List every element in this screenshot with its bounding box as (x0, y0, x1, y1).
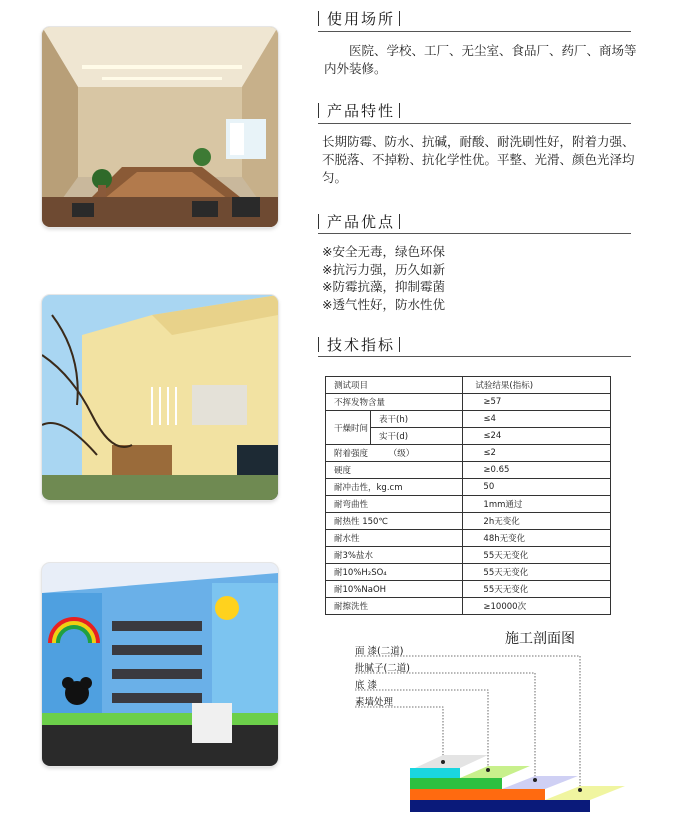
row-item: 耐弯曲性 (326, 496, 463, 513)
layer-navy (410, 800, 590, 812)
advantage-item: ※安全无毒，绿色环保 (322, 244, 445, 259)
table-header-row (326, 377, 611, 394)
layer-cyan (410, 768, 460, 778)
advantages-title-text: 产品优点 (327, 213, 396, 231)
building-exterior-photo (42, 295, 278, 500)
row-value: 55天无变化 (463, 581, 611, 598)
table-row (326, 462, 611, 479)
specs-rule (318, 356, 631, 357)
conference-room-photo (42, 27, 278, 227)
row-value: ≥57 (463, 394, 611, 411)
row-value: 48h无变化 (463, 530, 611, 547)
row-value: 2h无变化 (463, 513, 611, 530)
title-bar-right (399, 214, 400, 229)
row-item-text: 附着强度 (334, 449, 369, 459)
usage-title (318, 8, 400, 29)
row-item: 不挥发物含量 (326, 394, 463, 411)
usage-text: 医院、学校、工厂、无尘室、食品厂、药厂、商场等内外装修。 (324, 43, 637, 76)
layer-green (410, 778, 502, 789)
features-rule (318, 123, 631, 124)
advantages-title (318, 211, 400, 232)
title-bar-right (399, 103, 400, 118)
spec-table (325, 376, 611, 615)
usage-rule (318, 31, 631, 32)
row-item (326, 445, 463, 462)
table-row (326, 445, 611, 462)
advantage-item: ※透气性好，防水性优 (322, 296, 445, 312)
title-bar-left (318, 214, 319, 229)
table-row (326, 513, 611, 530)
row-value: ≥10000次 (463, 598, 611, 615)
row-value: ≥0.65 (463, 462, 611, 479)
layer-orange (410, 789, 545, 800)
diagram-title: 施工剖面图 (505, 631, 575, 647)
table-row (326, 530, 611, 547)
layer-label-primer: 底 漆 (355, 680, 378, 691)
table-row (326, 581, 611, 598)
table-row (326, 411, 611, 428)
specs-title-text: 技术指标 (327, 336, 396, 354)
row-sub: 表干(h) (371, 411, 463, 428)
title-bar-left (318, 337, 319, 352)
specs-title (318, 334, 400, 355)
advantages-rule (318, 233, 631, 234)
title-bar-right (399, 11, 400, 26)
row-value: ≤4 (463, 411, 611, 428)
header-item: 测试项目 (326, 377, 463, 394)
row-item: 耐10%H₂SO₄ (326, 564, 463, 581)
kindergarten-mural-photo (42, 563, 278, 766)
row-value: 55天无变化 (463, 564, 611, 581)
header-result: 试验结果(指标) (463, 377, 611, 394)
row-item: 耐冲击性，kg.cm (326, 479, 463, 496)
table-row (326, 394, 611, 411)
row-item: 耐水性 (326, 530, 463, 547)
row-value: 55天无变化 (463, 547, 611, 564)
advantages-list (322, 243, 445, 313)
row-value: 1mm通过 (463, 496, 611, 513)
title-bar-right (399, 337, 400, 352)
row-item: 耐10%NaOH (326, 581, 463, 598)
features-title-text: 产品特性 (327, 102, 396, 120)
table-row (326, 479, 611, 496)
cross-section-diagram (330, 628, 660, 813)
title-bar-left (318, 103, 319, 118)
usage-title-text: 使用场所 (327, 10, 396, 28)
row-item: 耐擦洗性 (326, 598, 463, 615)
layer-label-topcoat: 面 漆(二道) (355, 646, 404, 657)
row-item: 硬度 (326, 462, 463, 479)
advantage-item: ※防霉抗藻，抑制霉菌 (322, 279, 445, 294)
row-value: ≤24 (463, 428, 611, 445)
layer-label-putty: 批腻子(二道) (355, 663, 410, 674)
row-item: 耐热性 150℃ (326, 513, 463, 530)
row-item: 耐3%盐水 (326, 547, 463, 564)
advantage-item: ※抗污力强，历久如新 (322, 261, 445, 277)
layer-label-wall-prep: 素墙处理 (355, 697, 394, 708)
table-row (326, 496, 611, 513)
row-item: 干燥时间 (326, 411, 371, 445)
table-row (326, 564, 611, 581)
row-value: ≤2 (463, 445, 611, 462)
row-sub: 实干(d) (371, 428, 463, 445)
table-row (326, 598, 611, 615)
row-item-note: （级） (388, 449, 415, 459)
title-bar-left (318, 11, 319, 26)
table-row (326, 547, 611, 564)
features-text: 长期防霉、防水、抗碱，耐酸、耐洗刷性好，附着力强、不脱落、不掉粉、抗化学性优。平整、光滑、颜色光泽均匀。 (322, 134, 635, 185)
row-value: 50 (463, 479, 611, 496)
features-title (318, 100, 400, 121)
